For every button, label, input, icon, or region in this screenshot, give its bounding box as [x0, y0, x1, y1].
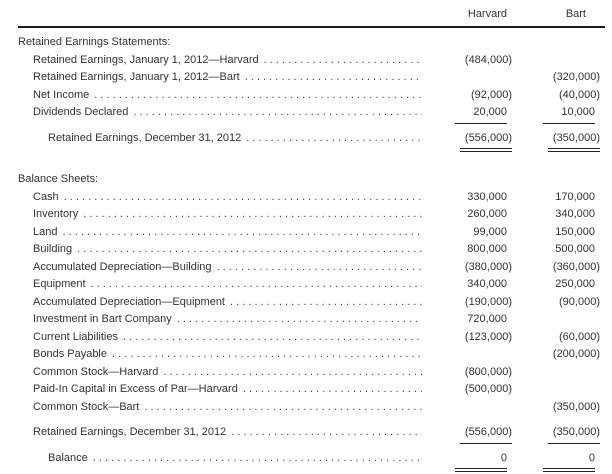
bart-value: 170,000: [555, 190, 595, 203]
table-row: [18, 450, 595, 468]
harvard-value-cell: [430, 346, 507, 364]
harvard-value: [455, 356, 507, 357]
harvard-value-cell: [430, 52, 512, 71]
table-row: [18, 130, 600, 148]
bart-value: [543, 321, 595, 322]
bart-value-cell: [507, 276, 595, 295]
harvard-value: 800,000: [467, 243, 507, 255]
table-row: [18, 241, 595, 259]
harvard-value-cell: [430, 381, 512, 400]
row-label: Paid-In Capital in Excess of Par—Harvard: [33, 383, 238, 395]
table-row: [18, 294, 600, 312]
harvard-value: 340,000: [467, 278, 507, 290]
row-label: Retained Earnings, December 31, 2012: [48, 131, 242, 144]
bart-value-cell: [507, 69, 600, 88]
bart-value: (90,000): [559, 295, 600, 308]
harvard-value-cell: [430, 329, 512, 348]
dot-leader: [62, 224, 422, 242]
bart-value: (350,000): [548, 130, 600, 150]
bart-value: 10,000: [543, 104, 595, 124]
row-label: Accumulated Depreciation—Equipment: [33, 295, 225, 308]
row-label: Retained Earnings, January 1, 2012—Harvard: [33, 53, 259, 66]
bart-value: 250,000: [555, 278, 595, 290]
harvard-value: 720,000: [467, 313, 507, 325]
dot-leader: [112, 346, 422, 364]
bart-value-cell: [507, 399, 600, 418]
column-header-bart: Bart: [565, 8, 586, 20]
harvard-value-cell: [430, 241, 507, 260]
dot-leader: [163, 364, 422, 382]
bart-value-cell: [507, 294, 600, 313]
row-label: Cash: [33, 190, 59, 203]
dot-leader: [83, 206, 422, 224]
dot-leader: [91, 276, 422, 294]
dot-leader: [264, 52, 422, 70]
table-row: [18, 189, 595, 207]
harvard-value-cell: [430, 206, 507, 225]
bart-value-cell: [507, 259, 600, 278]
table-row: [18, 69, 600, 87]
harvard-value-cell: [430, 104, 507, 124]
dot-leader: [245, 69, 422, 87]
harvard-value-cell: [430, 69, 507, 87]
dot-leader: [177, 311, 422, 329]
dot-leader: [243, 381, 422, 399]
harvard-value: 20,000: [455, 104, 507, 124]
row-label: Current Liabilities: [33, 330, 118, 343]
table-row: [18, 224, 595, 242]
table-row: [18, 104, 595, 122]
table-row: [18, 399, 600, 417]
harvard-value: (380,000): [464, 260, 512, 273]
harvard-value: (92,000): [471, 88, 512, 101]
row-label: Retained Earnings, December 31, 2012: [33, 426, 227, 438]
row-label: Common Stock—Harvard: [33, 365, 159, 378]
bart-value-cell: [507, 381, 595, 399]
bart-value: [543, 62, 595, 63]
dot-leader: [64, 189, 422, 207]
bart-value-cell: [507, 224, 595, 243]
harvard-value-cell: [430, 450, 507, 470]
header-rule: [18, 26, 605, 28]
table-row: [18, 424, 600, 442]
section-title: Balance Sheets:: [18, 173, 99, 185]
table-row: [18, 259, 600, 277]
harvard-value: (190,000): [464, 295, 512, 308]
row-label: Common Stock—Bart: [33, 400, 140, 413]
bart-value-cell: [507, 52, 595, 70]
dot-leader: [123, 329, 422, 347]
harvard-value: 0: [455, 450, 507, 470]
table-row: [18, 52, 595, 70]
dot-leader: [246, 130, 422, 148]
bart-value: (350,000): [548, 424, 600, 444]
table-row: [18, 329, 600, 347]
harvard-value: (500,000): [464, 383, 512, 395]
row-label: Net Income: [33, 88, 90, 101]
dot-leader: [93, 450, 422, 468]
harvard-value: [455, 79, 507, 80]
harvard-value: 260,000: [467, 208, 507, 220]
bart-value: [543, 391, 595, 392]
harvard-value-cell: [430, 399, 507, 417]
bart-value: (350,000): [552, 400, 600, 413]
row-label: Inventory: [33, 208, 79, 220]
harvard-value-cell: [430, 424, 512, 444]
bart-value-cell: [507, 189, 595, 208]
harvard-value: (123,000): [464, 330, 512, 343]
dot-leader: [231, 424, 422, 442]
row-label: Balance: [48, 451, 88, 464]
table-header: [18, 6, 595, 23]
bart-value: 0: [543, 450, 595, 470]
bart-value: (200,000): [552, 348, 600, 360]
bart-value-cell: [507, 329, 600, 348]
table-body: [18, 34, 600, 467]
table-row: [18, 276, 595, 294]
section-title: Retained Earnings Statements:: [18, 36, 171, 48]
row-label: Equipment: [33, 278, 86, 290]
bart-value: (320,000): [552, 71, 600, 83]
harvard-value-cell: [430, 130, 512, 150]
bart-value-cell: [507, 424, 600, 444]
bart-value-cell: [507, 130, 600, 150]
harvard-value-cell: [430, 276, 507, 295]
row-label: Dividends Declared: [33, 106, 129, 118]
dot-leader: [77, 241, 422, 259]
harvard-value-cell: [430, 87, 512, 106]
bart-value: [543, 374, 595, 375]
harvard-value: (556,000): [460, 424, 512, 444]
harvard-value-cell: [430, 294, 512, 313]
dot-leader: [230, 294, 422, 312]
harvard-value-cell: [430, 224, 507, 243]
row-label: Investment in Bart Company: [33, 313, 172, 325]
bart-value: 340,000: [555, 208, 595, 220]
column-header-harvard: Harvard: [467, 8, 507, 20]
table-row: [18, 381, 595, 399]
bart-value-cell: [507, 346, 600, 365]
bart-value: (60,000): [559, 330, 600, 343]
bart-value-cell: [507, 450, 595, 470]
harvard-value-cell: [430, 189, 507, 208]
bart-value: (40,000): [559, 88, 600, 101]
dot-leader: [133, 104, 422, 122]
row-label: Land: [33, 225, 58, 238]
bart-value: 150,000: [555, 225, 595, 238]
bart-value-cell: [507, 364, 595, 382]
dot-leader: [217, 259, 422, 277]
harvard-value-cell: [430, 364, 512, 383]
table-row: [18, 87, 600, 105]
bart-value-cell: [507, 87, 600, 106]
row-label: Accumulated Depreciation—Building: [33, 260, 212, 273]
dot-leader: [144, 399, 422, 417]
table-row: [18, 364, 595, 382]
bart-value-cell: [507, 104, 595, 124]
harvard-value: [455, 409, 507, 410]
row-label: Building: [33, 243, 73, 255]
table-row: [18, 311, 595, 329]
harvard-value: (484,000): [464, 53, 512, 66]
bart-value-cell: [507, 241, 595, 260]
bart-value: 500,000: [555, 243, 595, 255]
row-label: Retained Earnings, January 1, 2012—Bart: [33, 71, 240, 83]
harvard-value: 330,000: [467, 190, 507, 203]
dot-leader: [94, 87, 422, 105]
table-row: [18, 346, 600, 364]
table-row: [18, 206, 595, 224]
row-label: Bonds Payable: [33, 348, 107, 360]
harvard-value-cell: [430, 311, 507, 330]
harvard-value: (800,000): [464, 365, 512, 378]
bart-value-cell: [507, 206, 595, 225]
bart-value: (360,000): [552, 260, 600, 273]
harvard-value-cell: [430, 259, 512, 278]
bart-value-cell: [507, 311, 595, 329]
harvard-value: (556,000): [460, 130, 512, 150]
harvard-value: 99,000: [473, 225, 507, 238]
